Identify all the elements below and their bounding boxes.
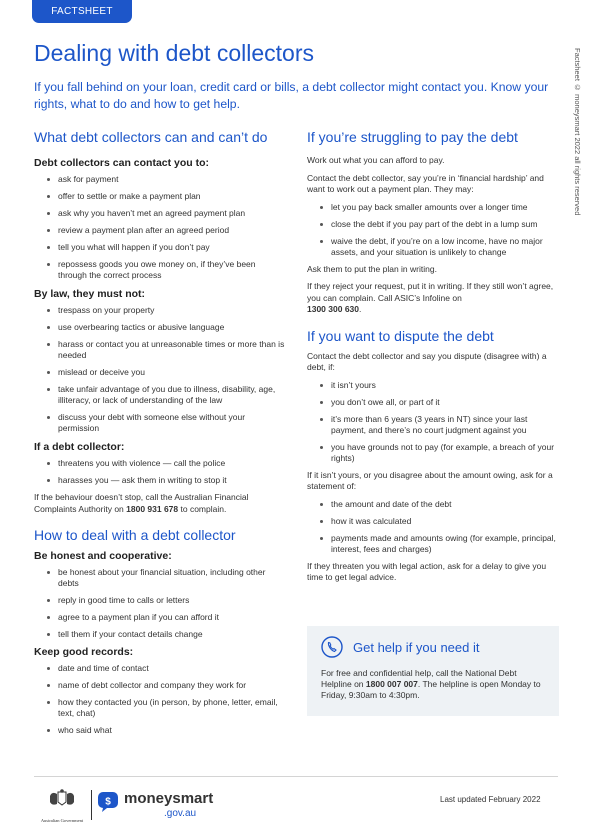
- list-item: agree to a payment plan if you can afford it: [34, 612, 286, 623]
- list-item: payments made and amounts owing (for example, principal, interest, fees and charges): [307, 533, 559, 555]
- list-item: harass or contact you at unreasonable times or more than is needed: [34, 339, 286, 361]
- section-heading-can-cant: What debt collectors can and can’t do: [34, 129, 268, 145]
- subheading-must-not: By law, they must not:: [34, 288, 146, 300]
- list-item: take unfair advantage of you due to illness, disability, age, illiteracy, or lack of understanding of the law: [34, 384, 286, 406]
- list-item: close the debt if you pay part of the debt in a lump sum: [307, 219, 559, 230]
- paragraph: Contact the debt collector, say you’re in ‘financial hardship’ and want to work out a payment plan. They may:: [307, 172, 544, 194]
- svg-text:$: $: [105, 796, 111, 808]
- paragraph: Contact the debt collector and say you dispute (disagree with) a debt, if:: [307, 350, 547, 372]
- list-if-collector: [34, 458, 286, 486]
- right-column: [307, 128, 559, 584]
- left-column: [34, 128, 286, 736]
- list-item: date and time of contact: [34, 663, 286, 674]
- australian-government-logo: [40, 788, 84, 822]
- logo-divider: [91, 790, 92, 820]
- list-item: repossess goods you owe money on, if they’ve been through the correct process: [34, 259, 286, 281]
- list-hardship-options: [307, 202, 559, 258]
- list-item: ask for payment: [34, 174, 286, 185]
- asic-phone: 1300 300 630: [307, 304, 359, 314]
- list-honest: [34, 567, 286, 640]
- list-item: use overbearing tactics or abusive language: [34, 322, 286, 333]
- list-item: harasses you — ask them in writing to stop it: [34, 475, 286, 486]
- help-text: [321, 668, 543, 701]
- list-dispute-reasons: [307, 380, 559, 464]
- list-item: threatens you with violence — call the police: [34, 458, 286, 469]
- intro-text: If you fall behind on your loan, credit card or bills, a debt collector might contact you. Know your rights, what to do and how to get help.: [34, 80, 549, 111]
- list-can-contact: [34, 174, 286, 281]
- list-item: the amount and date of the debt: [307, 499, 559, 510]
- help-text-end: . The helpline is open Monday to Friday, 9:30am to 4:30pm.: [321, 679, 541, 700]
- help-title: Get help if you need it: [353, 640, 480, 655]
- paragraph: Work out what you can afford to pay.: [307, 155, 445, 165]
- asic-text-end: .: [359, 304, 362, 314]
- afca-paragraph: [34, 492, 286, 515]
- list-item: it isn’t yours: [307, 380, 559, 391]
- moneysmart-domain: .gov.au: [164, 808, 197, 819]
- paragraph: Ask them to put the plan in writing.: [307, 263, 437, 274]
- list-item: waive the debt, if you’re on a low income, have no major assets, and your situation is unlikely to change: [307, 236, 559, 258]
- list-statement-items: [307, 499, 559, 555]
- list-item: who said what: [34, 725, 286, 736]
- paragraph: If it isn’t yours, or you disagree about the amount owing, ask for a statement of:: [307, 469, 553, 491]
- asic-paragraph: [307, 281, 559, 316]
- helpline-phone: 1800 007 007: [365, 679, 418, 689]
- page-title: Dealing with debt collectors: [34, 40, 314, 66]
- list-item: reply in good time to calls or letters: [34, 595, 286, 606]
- section-heading-dispute: If you want to dispute the debt: [307, 327, 494, 344]
- list-item: trespass on your property: [34, 305, 286, 316]
- list-must-not: [34, 305, 286, 434]
- crest-icon: [40, 788, 84, 812]
- list-item: how it was calculated: [307, 516, 559, 527]
- list-item: you have grounds not to pay (for example, a breach of your rights): [307, 442, 559, 464]
- list-item: review a payment plan after an agreed period: [34, 225, 286, 236]
- footer-divider: [34, 776, 558, 777]
- phone-icon: [321, 636, 343, 658]
- subheading-if-collector: If a debt collector:: [34, 441, 125, 453]
- list-item: name of debt collector and company they work for: [34, 680, 286, 691]
- paragraph: If they threaten you with legal action, ask for a delay to give you time to get legal advice.: [307, 560, 547, 582]
- afca-text-end: to complain.: [178, 503, 227, 514]
- help-text-start: For free and confidential help, call the National Debt Helpline on: [321, 668, 517, 689]
- afca-phone: 1800 931 678: [126, 503, 179, 514]
- moneysmart-wordmark: moneysmart: [124, 790, 214, 807]
- last-updated: Last updated February 2022: [440, 795, 541, 804]
- factsheet-tab: FACTSHEET: [32, 0, 132, 23]
- list-item: you don’t owe all, or part of it: [307, 397, 559, 408]
- copyright-side-text: Factsheet © moneysmart 2022 all rights reserved: [573, 48, 582, 216]
- subheading-honest: Be honest and cooperative:: [34, 550, 172, 562]
- section-heading-how-to-deal: How to deal with a debt collector: [34, 527, 236, 543]
- gov-label: Australian Government: [40, 818, 84, 823]
- subheading-can-contact: Debt collectors can contact you to:: [34, 157, 210, 169]
- section-heading-struggling: If you’re struggling to pay the debt: [307, 129, 518, 145]
- help-box: [307, 626, 559, 716]
- asic-text: If they reject your request, put it in writing. If they still won’t agree, you can complain. Call ASIC’s Infoline on: [307, 281, 554, 303]
- list-item: be honest about your financial situation, including other debts: [34, 567, 286, 589]
- list-item: it’s more than 6 years (3 years in NT) since your last payment, and there’s no court judgment against you: [307, 414, 559, 436]
- list-item: tell them if your contact details change: [34, 629, 286, 640]
- list-item: offer to settle or make a payment plan: [34, 191, 286, 202]
- afca-text: If the behaviour doesn’t stop, call the Australian Financial Complaints Authority on: [34, 492, 249, 514]
- list-item: discuss your debt with someone else without your permission: [34, 412, 286, 434]
- list-item: mislead or deceive you: [34, 367, 286, 378]
- moneysmart-logo-icon: [97, 791, 119, 813]
- list-item: let you pay back smaller amounts over a longer time: [307, 202, 559, 213]
- list-records: [34, 663, 286, 736]
- list-item: ask why you haven’t met an agreed payment plan: [34, 208, 286, 219]
- subheading-records: Keep good records:: [34, 646, 134, 658]
- list-item: tell you what will happen if you don’t pay: [34, 242, 286, 253]
- list-item: how they contacted you (in person, by phone, letter, email, text, chat): [34, 697, 286, 719]
